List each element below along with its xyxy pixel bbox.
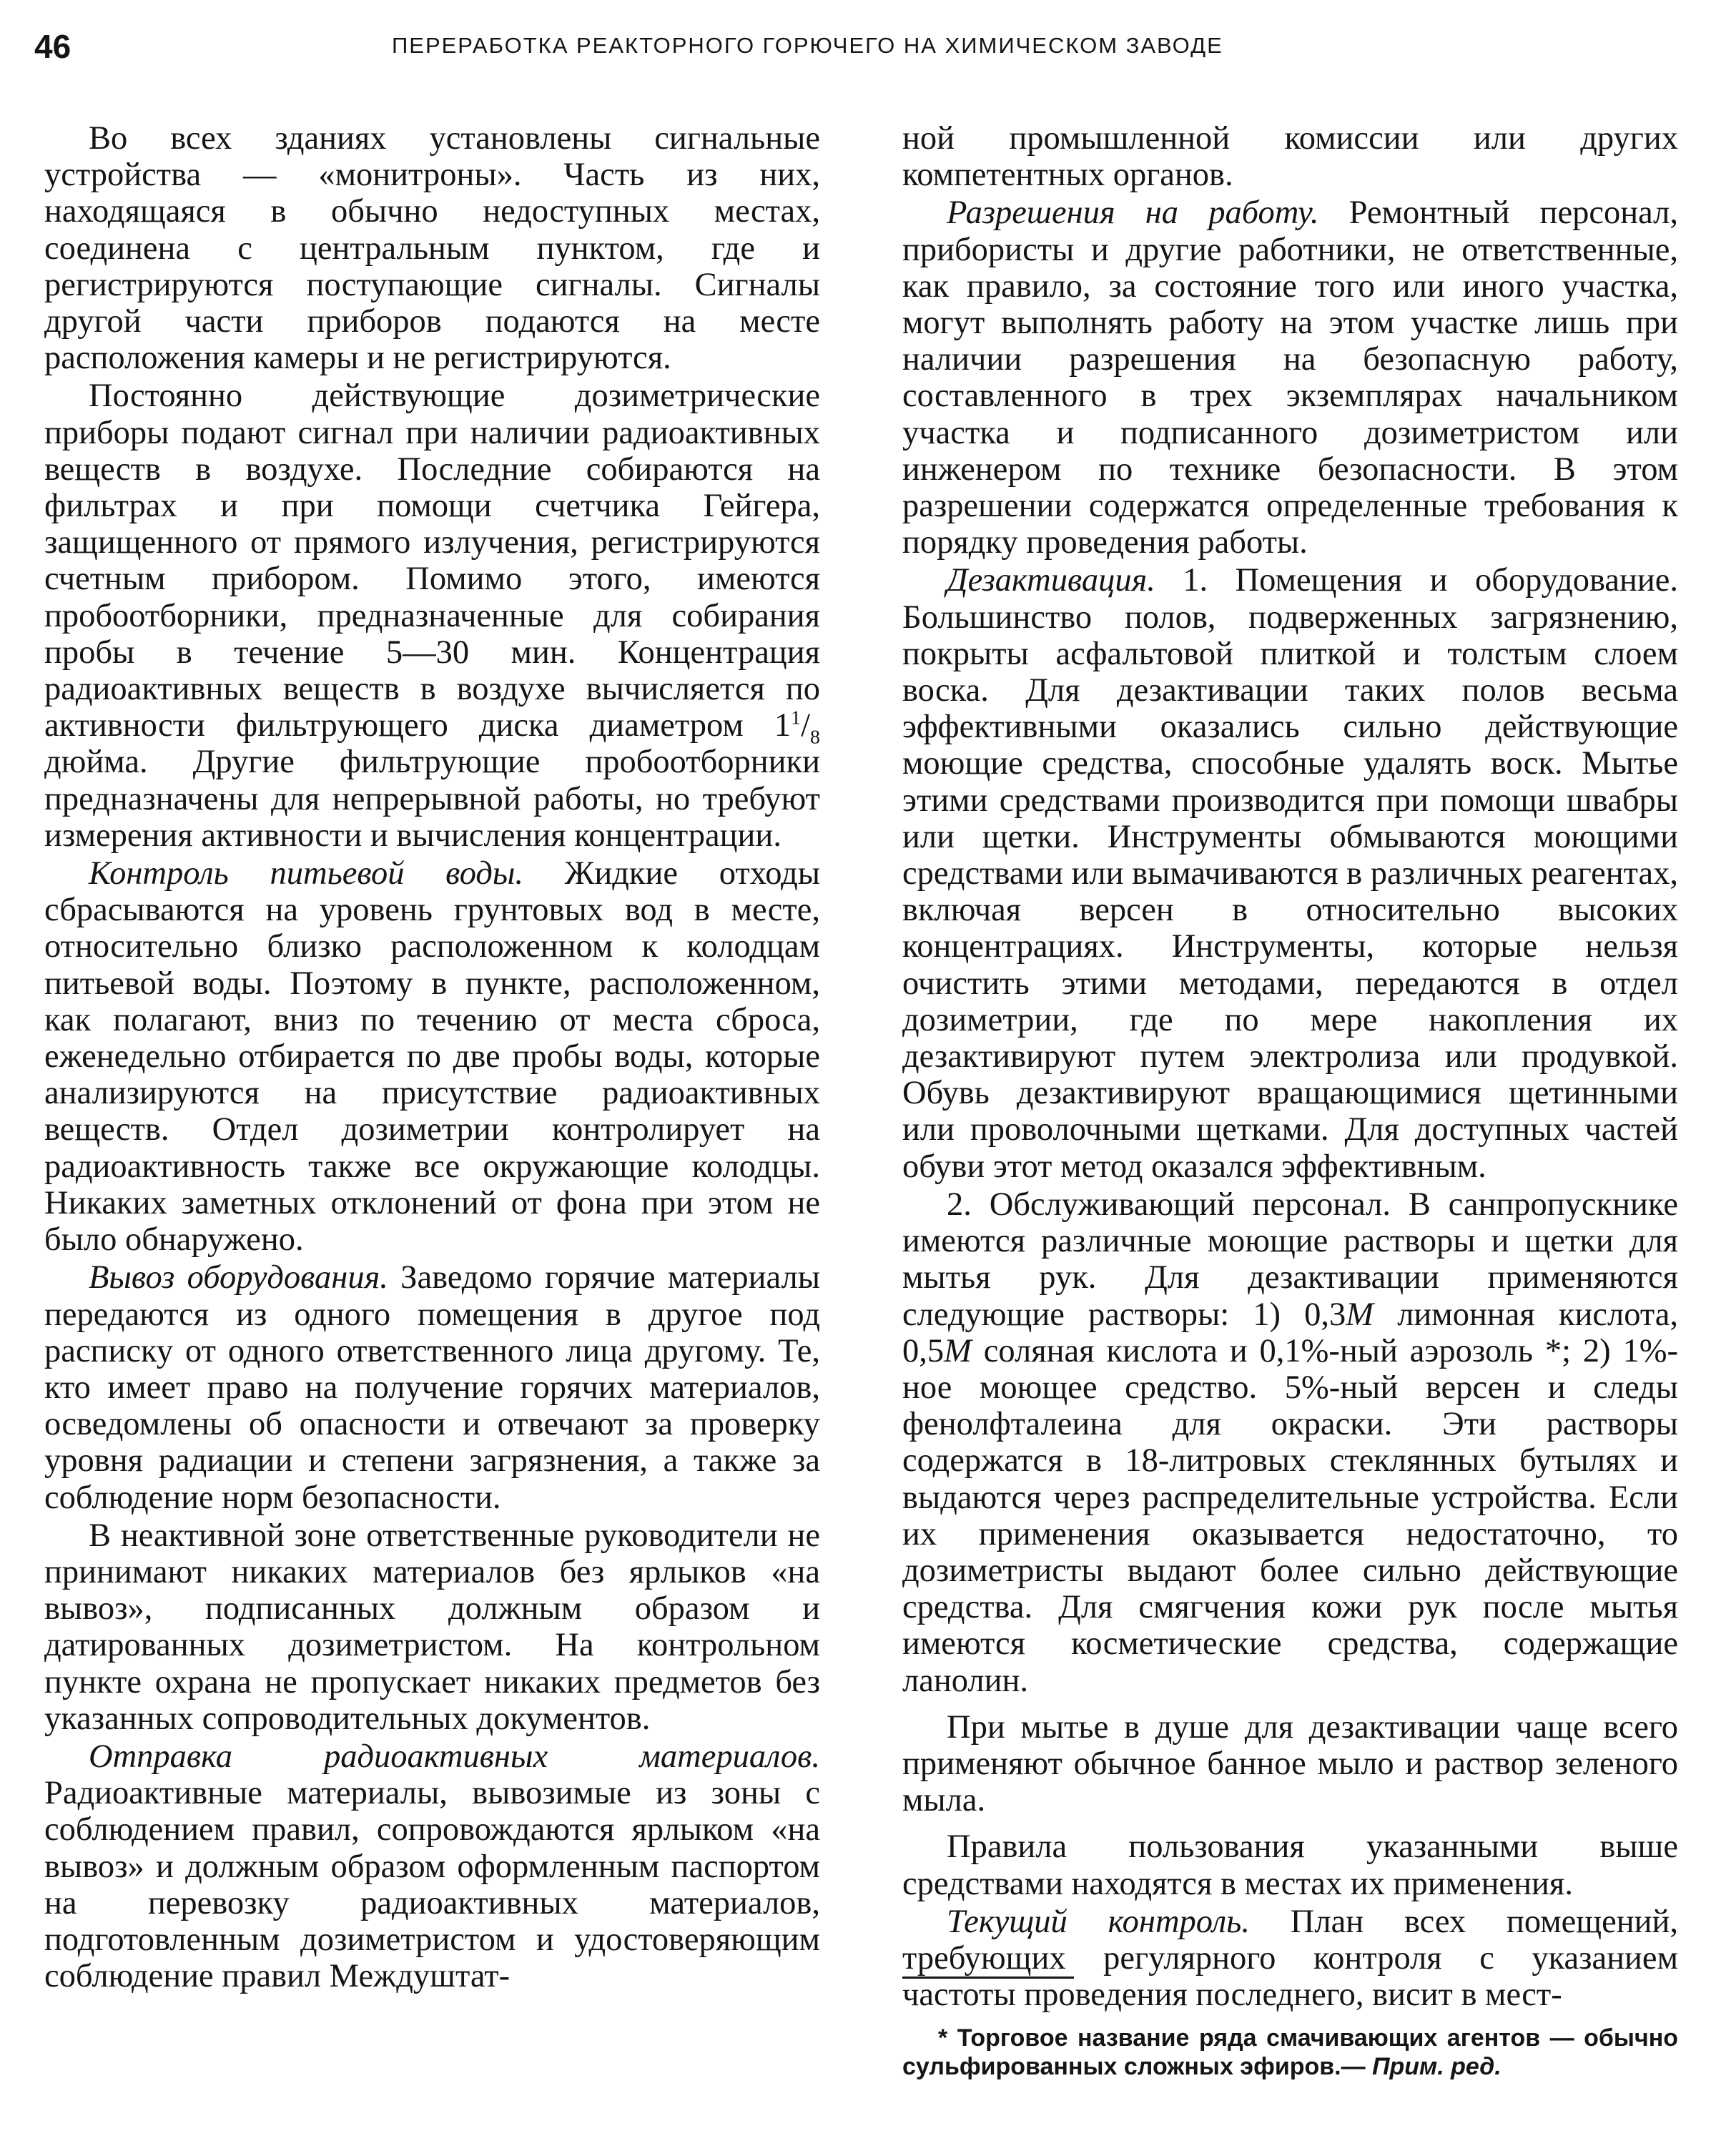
- paragraph: Разрешения на работу. Ремонтный персонал, прибористы и другие работники, не ответственные, как правило, за состояние того или иного участка, могут выполнять работу на этом участке лишь при наличии разрешения на безопасную работу, составленного в трех экземплярах начальником участка и подписанного дозиметристом или инженером по технике безопасности. В этом разрешении содержатся определенные требования к порядку проведения работы.: [902, 195, 1678, 561]
- section-title: Разрешения на работу.: [947, 195, 1319, 232]
- footnote: [902, 2024, 1678, 2081]
- section-title: Текущий контроль.: [947, 1903, 1250, 1940]
- paragraph: Вывоз оборудования. Заведомо горячие материалы передаются из одного помещения в другое под расписку от одного ответственного лица другому. Те, кто имеет право на получение горячих материалов, осведомлены об опасности и отвечают за проверку уровня радиации и степени загрязнения, а также за соблюдение норм безопасности.: [44, 1259, 820, 1516]
- paragraph: Дезактивация. 1. Помещения и оборудование. Большинство полов, подверженных загрязнению, покрыты асфальтовой плиткой и толстым слоем воска. Для дезактивации таких полов весьма эффективными оказались сильно действующие моющие средства, способные удалять воск. Мытье этими средствами производится при помощи швабры или щетки. Инструменты обмываются моющими средствами или вымачиваются в различных реагентах, включая версен в относительно высоких концентрациях. Инструменты, которые нельзя очистить этими методами, передаются в отдел дозиметрии, где по мере накопления их дезактивируют путем электролиза или продувкой. Обувь дезактивируют вращающимися щетинными или проволочными щетками. Для доступных частей обуви этот метод оказался эффективным.: [902, 562, 1678, 1185]
- editor-note: Прим. ред.: [1372, 2053, 1502, 2080]
- section-title: Дезактивация.: [947, 562, 1155, 599]
- page-header: [34, 27, 1682, 70]
- fraction-numerator: 1: [791, 707, 802, 729]
- left-column: [44, 120, 820, 1996]
- fraction-denominator: 8: [810, 726, 820, 749]
- paragraph: 2. Обслуживающий персонал. В санпропускнике имеются различные моющие растворы и щетки для мытья рук. Для дезактивации применяются следующие растворы: 1) 0,3M лимонная кислота, 0,5M соляная кислота и 0,1%-ный аэрозоль *; 2) 1%-ное моющее средство. 5%-ный версен и следы фенолфталеина для окраски. Эти растворы содержатся в 18-литровых стеклянных бутылях и выдаются через распределительные устройства. Если их применения оказывается недостаточно, то дозиметристы выдают более сильно действующие средства. Для смягчения кожи рук после мытья имеются косметические средства, содержащие ланолин.: [902, 1186, 1679, 1699]
- paragraph: Контроль питьевой воды. Жидкие отходы сбрасываются на уровень грунтовых вод в месте, относительно близко расположенном к колодцам питьевой воды. Поэтому в пункте, расположенном, как полагают, вниз по течению от места сброса, еженедельно отбирается по две пробы воды, которые анализируются на присутствие радиоактивных веществ. Отдел дозиметрии контролирует на радиоактивность также все окружающие колодцы. Никаких заметных отклонений от фона при этом не было обнаружено.: [44, 855, 821, 1259]
- paragraph: Текущий контроль. План всех помещений, требующих регулярного контроля с указанием частоты проведения последнего, висит в мест-: [902, 1903, 1678, 2014]
- section-title: Отправка радиоактивных материалов.: [89, 1738, 820, 1775]
- paragraph-continuation: ной промышленной комиссии или других компетентных органов.: [902, 120, 1678, 194]
- paragraph: Отправка радиоактивных материалов. Радиоактивные материалы, вывозимые из зоны с соблюдением правил, сопровождаются ярлыком «на вывоз» и должным образом оформленным паспортом на перевозку радиоактивных материалов, подготовленным дозиметристом и удостоверяющим соблюдение правил Междуштат-: [44, 1738, 820, 1995]
- right-column: [902, 120, 1678, 2014]
- paragraph: В неактивной зоне ответственные руководители не принимают никаких материалов без ярлыков «на вывоз», подписанных должным образом и датированных дозиметристом. На контрольном пункте охрана не пропускает никаких предметов без указанных сопроводительных документов.: [44, 1517, 820, 1737]
- paragraph: При мытье в душе для дезактивации чаще всего применяют обычное банное мыло и раствор зеленого мыла.: [902, 1708, 1678, 1819]
- running-head: ПЕРЕРАБОТКА РЕАКТОРНОГО ГОРЮЧЕГО НА ХИМИЧЕСКОМ ЗАВОДЕ: [392, 33, 1223, 58]
- section-title: Вывоз оборудования.: [89, 1259, 388, 1296]
- paragraph: Постоянно действующие дозиметрические приборы подают сигнал при наличии радиоактивных веществ в воздухе. Последние собираются на фильтрах и при помощи счетчика Гейгера, защищенного от прямого излучения, регистрируются счетным прибором. Помимо этого, имеются пробоотборники, предназначенные для собирания пробы в течение 5—30 мин. Концентрация радиоактивных веществ в воздухе вычисляется по активности фильтрующего диска диаметром $1^1/_8$ дюйма. Другие фильтрующие пробоотборники предназначены для непрерывной работы, но требуют измерения активности и вычисления концентрации.: [44, 378, 820, 854]
- footnote-divider: [902, 1977, 1074, 1979]
- footnote-text: * Торговое название ряда смачивающих агентов — обычно сульфированных сложных эфиров.—: [902, 2024, 1678, 2080]
- paragraph: Правила пользования указанными выше средствами находятся в местах их применения.: [902, 1828, 1678, 1902]
- section-title: Контроль питьевой воды.: [89, 855, 524, 892]
- paragraph: Во всех зданиях установлены сигнальные устройства — «монитроны». Часть из них, находящаяся в обычно недоступных местах, соединена с центральным пунктом, где и регистрируются поступающие сигналы. Сигналы другой части приборов подаются на месте расположения камеры и не регистрируются.: [44, 120, 820, 377]
- page-number: 46: [34, 28, 72, 65]
